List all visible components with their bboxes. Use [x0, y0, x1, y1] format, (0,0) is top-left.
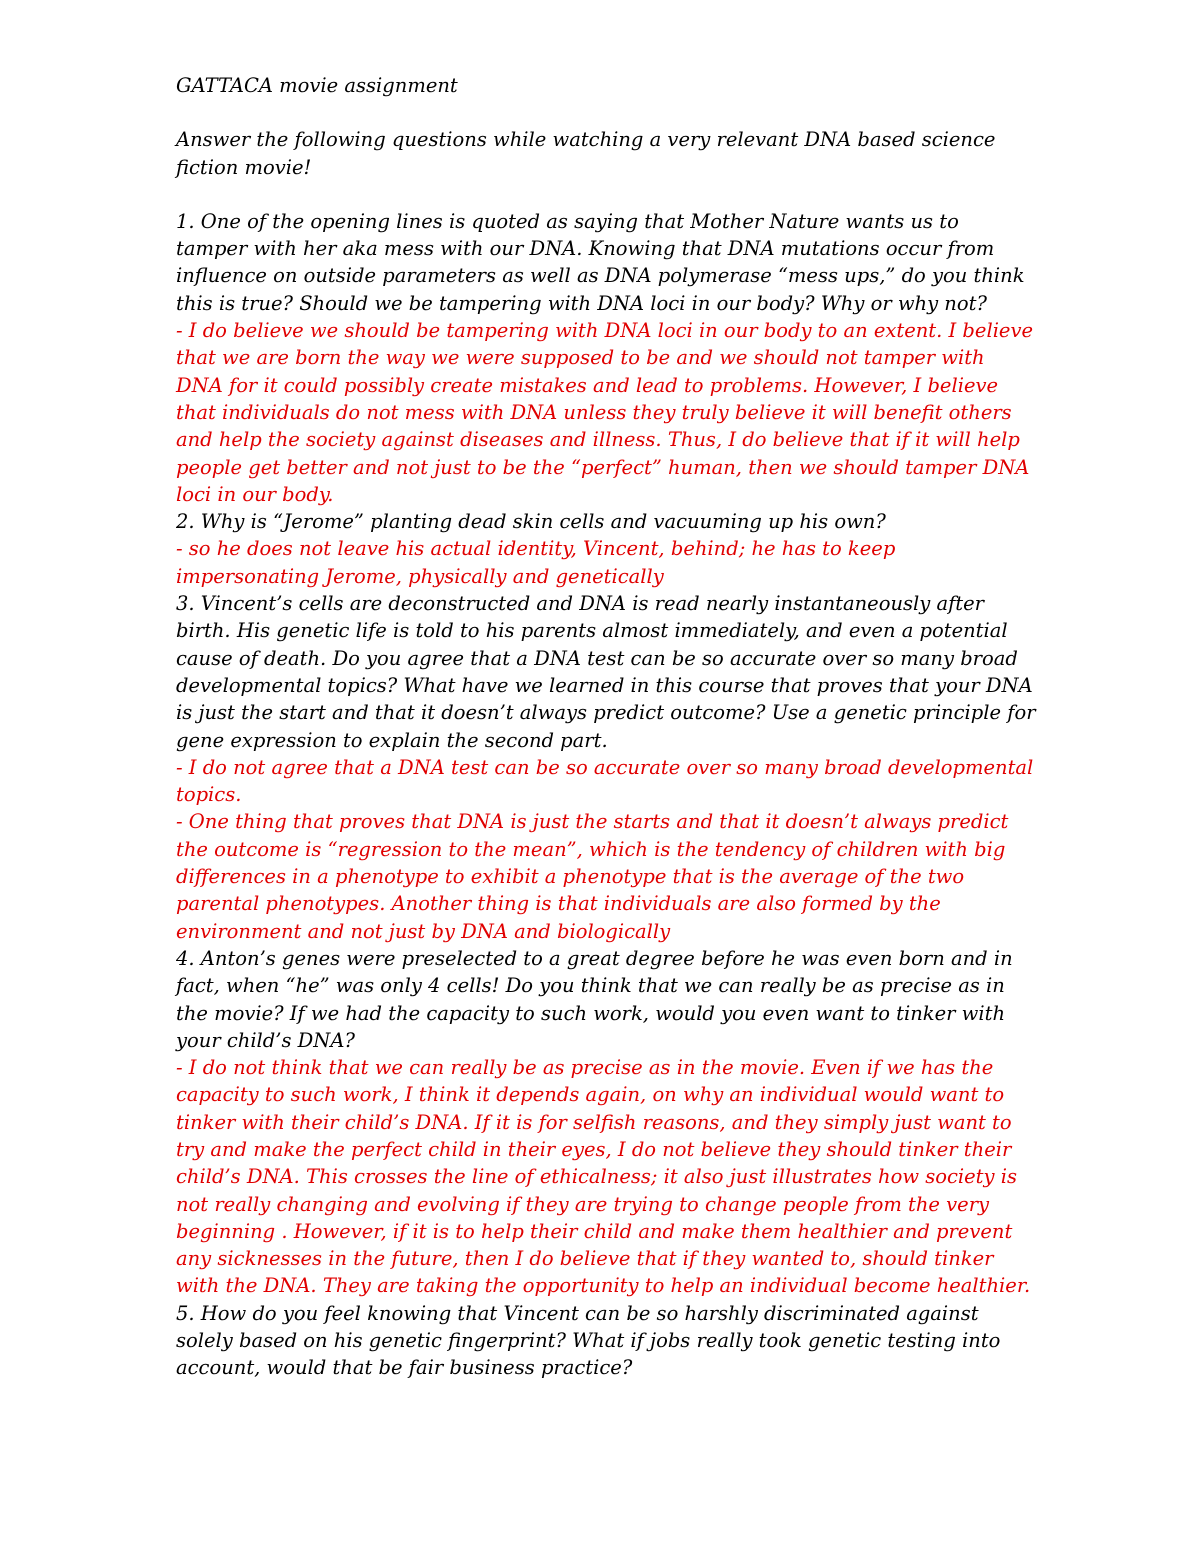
question-2: 2. Why is “Jerome” planting dead skin cells and vacuuming up his own? [176, 510, 886, 534]
answer-3b: - One thing that proves that DNA is just the starts and that it doesn’t always predict the outcome is “regression to the mean”, which is the tendency of children with big differences in a phenotype to exhibit a phenotype that is the average of the two parental phenotypes. Another thing is that individuals are also formed by the environment and not just by DNA and biologically [176, 810, 1009, 943]
answer-4: - I do not think that we can really be as precise as in the movie. Even if we has the capacity to such work, I think it depends again, on why an individual would want to tinker with their child’s DNA. If it is for selfish reasons, and they simply just want to try and make the perfect child in their eyes, I do not believe they should tinker their child’s DNA. This crosses the line of ethicalness; it also just illustrates how society is not really changing and evolving if they are trying to change people from the very beginning . However, if it is to help their child and make them healthier and prevent any sicknesses in the future, then I do believe that if they wanted to, should tinker with the DNA. They are taking the opportunity to help an individual become healthier. [176, 1056, 1031, 1298]
answer-1: - I do believe we should be tampering with DNA loci in our body to an extent. I believe that we are born the way we were supposed to be and we should not tamper with DNA for it could possibly create mistakes and lead to problems. However, I believe that individuals do not mess with DNA unless they truly believe it will benefit others and help the society against diseases and illness. Thus, I do believe that if it will help people get better and not just to be the “perfect” human, then we should tamper DNA loci in our body. [176, 319, 1034, 506]
question-5: 5. How do you feel knowing that Vincent can be so harshly discriminated against solely based on his genetic fingerprint? What if jobs really took genetic testing into account, would that be fair business practice? [176, 1301, 1001, 1380]
document-body [176, 72, 1036, 1382]
document-intro: Answer the following questions while watching a very relevant DNA based science fiction movie! [176, 128, 996, 179]
answer-2: - so he does not leave his actual identity, Vincent, behind; he has to keep impersonating Jerome, physically and genetically [176, 537, 896, 588]
document-title: GATTACA movie assignment [176, 74, 458, 97]
answer-3a: - I do not agree that a DNA test can be so accurate over so many broad developmental topics. [176, 755, 1034, 807]
question-1: 1. One of the opening lines is quoted as saying that Mother Nature wants us to tamper with her aka mess with our DNA. Knowing that DNA mutations occur from influence on outside parameters as well as DNA polymerase “mess ups,” do you think this is true? Should we be tampering with DNA loci in our body? Why or why not? [176, 209, 1025, 315]
question-4: 4. Anton’s genes were preselected to a great degree before he was even born and in fact, when “he” was only 4 cells! Do you think that we can really be as precise as in the movie? If we had the capacity to such work, would you even want to tinker with your child’s DNA? [176, 946, 1013, 1052]
question-3: 3. Vincent’s cells are deconstructed and DNA is read nearly instantaneously after birth. His genetic life is told to his parents almost immediately, and even a potential cause of death. Do you agree that a DNA test can be so accurate over so many broad developmental topics? What have we learned in this course that proves that your DNA is just the start and that it doesn’t always predict outcome? Use a genetic principle for gene expression to explain the second part. [176, 592, 1036, 752]
